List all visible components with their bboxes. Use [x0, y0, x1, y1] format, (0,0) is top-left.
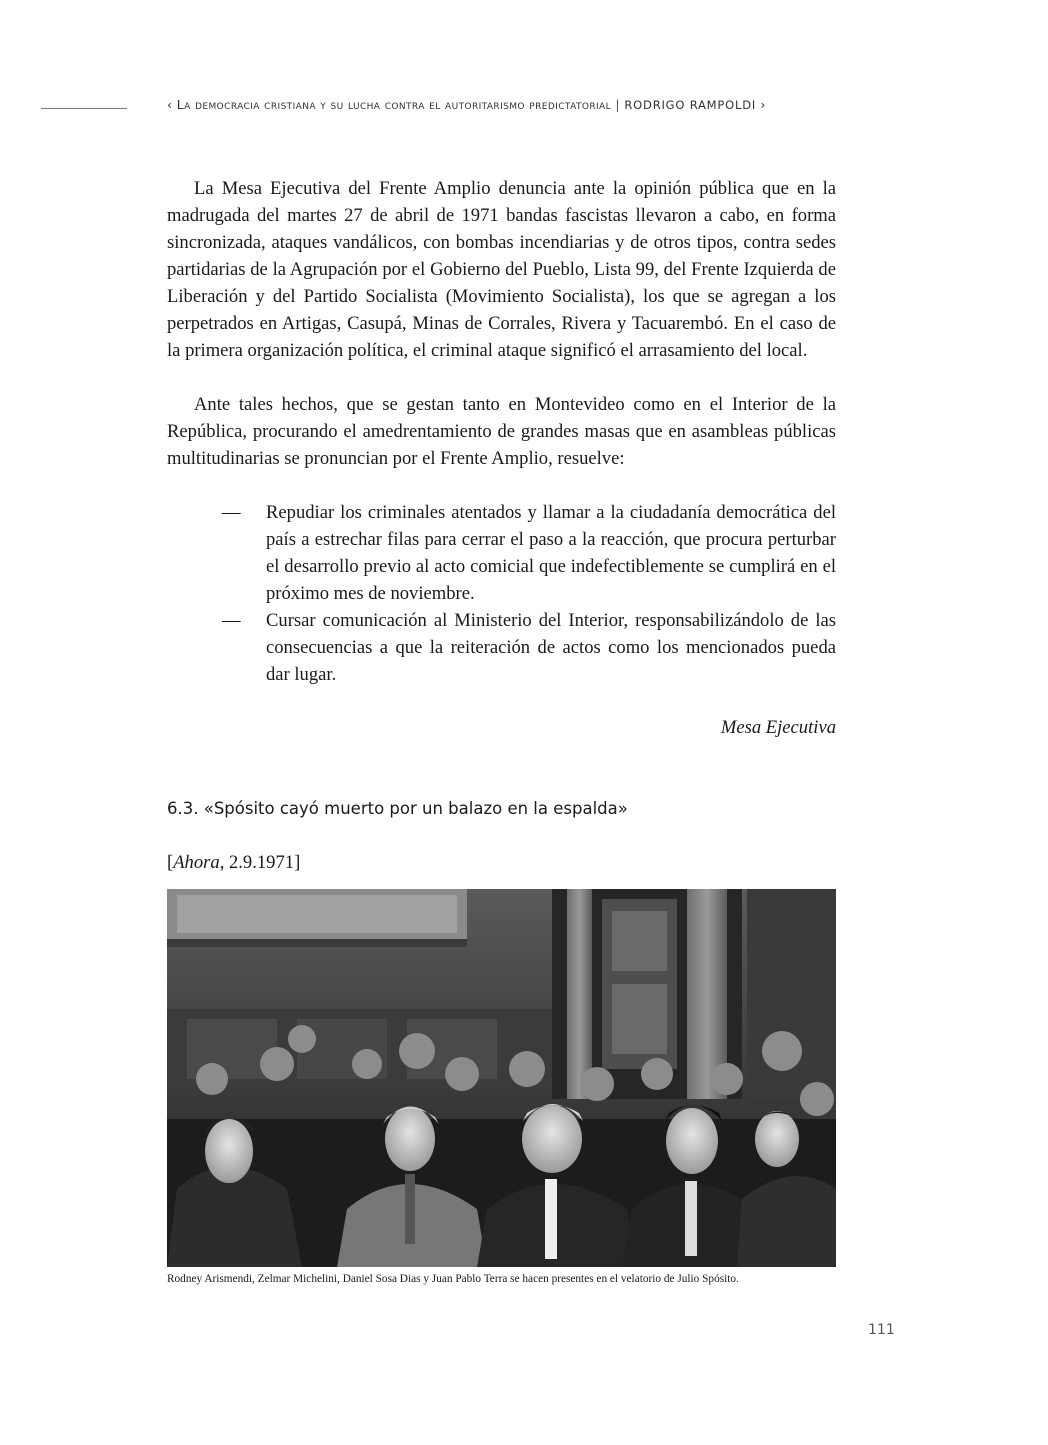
body-paragraph-2-block	[167, 391, 836, 472]
page-number: 111	[868, 1322, 895, 1338]
photo	[167, 889, 836, 1267]
running-head-title: La democracia cristiana y su lucha contra el autoritarismo predictatorial	[176, 97, 612, 112]
photo-caption: Rodney Arismendi, Zelmar Michelini, Daniel Sosa Dias y Juan Pablo Terra se hacen presentes en el velatorio de Julio Spósito.	[167, 1273, 739, 1285]
body-paragraph: Ante tales hechos, que se gestan tanto en Montevideo como en el Interior de la República, procurando el amedrentamiento de grandes masas que en asambleas públicas multitudinarias se pronuncian por el Frente Amplio, resuelve:	[167, 394, 836, 469]
list-item-text: Repudiar los criminales atentados y llamar a la ciudadanía democrática del país a estrechar filas para cerrar el paso a la reacción, que procura perturbar el desarrollo previo al acto comicial que indefectiblemente se cumplirá en el próximo mes de noviembre.	[266, 502, 836, 604]
running-head-author: RODRIGO RAMPOLDI	[624, 98, 757, 112]
body-paragraph: La Mesa Ejecutiva del Frente Amplio denuncia ante la opinión pública que en la madrugada del martes 27 de abril de 1971 bandas fascistas llevaron a cabo, en forma sincronizada, ataques vandálicos, con bombas incendiarias y de otros tipos, contra sedes partidarias de la Agrupación por el Gobierno del Pueblo, Lista 99, del Frente Izquierda de Liberación y del Partido Socialista (Movimiento Socialista), los que se agregan a los perpetrados en Artigas, Casupá, Minas de Corrales, Rivera y Tacuarembó. En el caso de la primera organización política, el criminal ataque significó el arrasamiento del local.	[167, 178, 836, 361]
resolutions-list	[222, 499, 836, 688]
running-head-separator: |	[615, 97, 621, 112]
section-heading: 6.3. «Spósito cayó muerto por un balazo en la espalda»	[167, 799, 628, 818]
source-reference	[167, 850, 300, 876]
list-item	[222, 607, 836, 688]
source-publication: Ahora	[173, 852, 220, 873]
list-item	[222, 499, 836, 607]
source-close-bracket: ]	[294, 852, 301, 873]
photo-illustration	[167, 889, 836, 1267]
list-item-text: Cursar comunicación al Ministerio del Interior, responsabilizándolo de las consecuencias a que la reiteración de actos como los mencionados pueda dar lugar.	[266, 610, 836, 685]
list-dash: —	[222, 610, 241, 631]
running-head-right-marker: ›	[760, 97, 766, 112]
signature: Mesa Ejecutiva	[720, 717, 836, 738]
source-date: , 2.9.1971	[219, 852, 295, 873]
header-rule	[41, 108, 127, 109]
source-open-bracket: [	[167, 852, 174, 873]
list-dash: —	[222, 502, 241, 523]
running-head-left-marker: ‹	[167, 97, 173, 112]
running-head	[167, 97, 847, 112]
body-paragraph-1-block	[167, 175, 836, 364]
